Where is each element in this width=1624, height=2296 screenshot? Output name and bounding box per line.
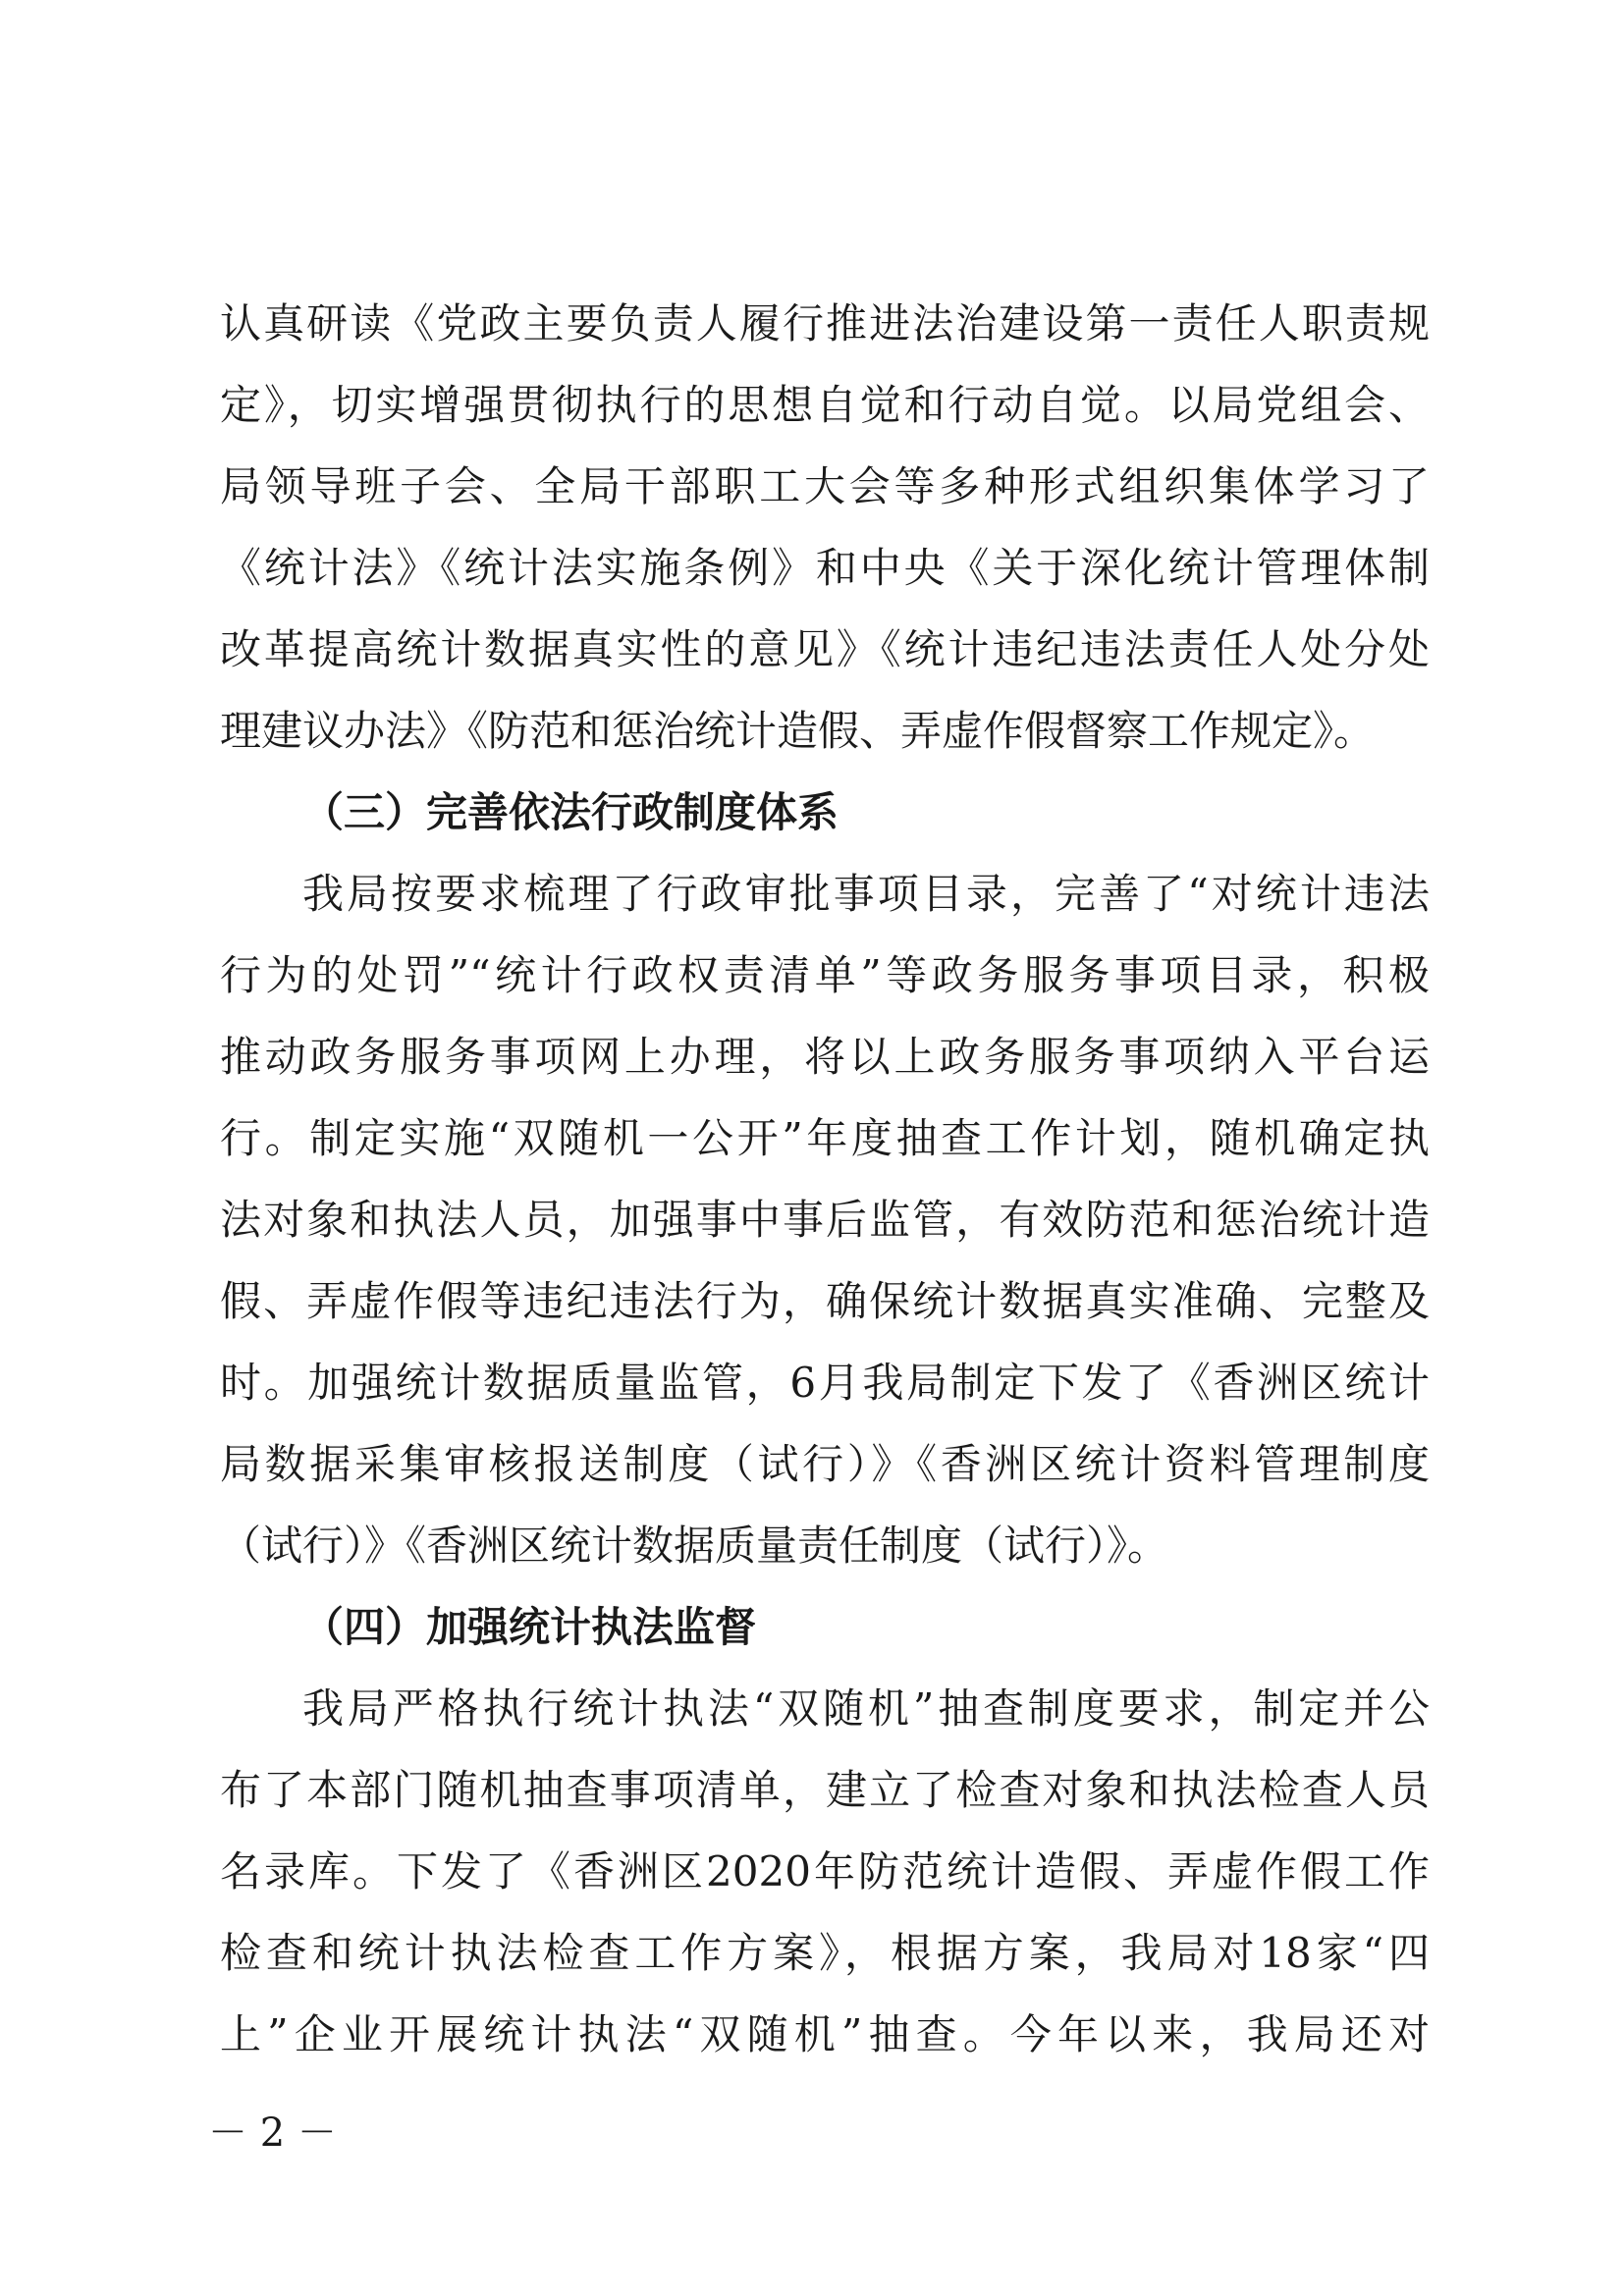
body-text-line: 布了本部门随机抽查事项清单，建立了检查对象和执法检查人员	[220, 1766, 1430, 1814]
body-text-line: （试行）》《香洲区统计数据质量责任制度（试行）》。	[220, 1522, 1169, 1570]
section-heading: （四）加强统计执法监督	[302, 1603, 757, 1651]
body-text-line: 检查和统计执法检查工作方案》，根据方案，我局对18家“四	[220, 1929, 1430, 1977]
body-text-line: 认真研读《党政主要负责人履行推进法治建设第一责任人职责规	[220, 299, 1430, 347]
section-heading: （三）完善依法行政制度体系	[302, 788, 839, 836]
body-text-line: 法对象和执法人员，加强事中事后监管，有效防范和惩治统计造	[220, 1196, 1430, 1244]
body-text-line: 局领导班子会、全局干部职工大会等多种形式组织集体学习了	[220, 462, 1430, 510]
body-text-line: 改革提高统计数据真实性的意见》《统计违纪违法责任人处分处	[220, 625, 1430, 673]
body-text-line: 局数据采集审核报送制度（试行）》《香洲区统计资料管理制度	[220, 1440, 1430, 1488]
body-text-line: 理建议办法》《防范和惩治统计造假、弄虚作假督察工作规定》。	[220, 707, 1376, 755]
body-text-line: 我局按要求梳理了行政审批事项目录，完善了“对统计违法	[302, 870, 1430, 918]
body-text-line: 定》，切实增强贯彻执行的思想自觉和行动自觉。以局党组会、	[220, 381, 1430, 429]
body-text-line: 时。加强统计数据质量监管，6月我局制定下发了《香洲区统计	[220, 1359, 1430, 1407]
page-number: － 2 －	[208, 2110, 337, 2156]
body-text-line: 行为的处罚”“统计行政权责清单”等政务服务事项目录，积极	[220, 951, 1430, 999]
body-text-line: 推动政务服务事项网上办理，将以上政务服务事项纳入平台运	[220, 1033, 1430, 1081]
body-text-line: 行。制定实施“双随机一公开”年度抽查工作计划，随机确定执	[220, 1114, 1430, 1162]
body-text-line: 《统计法》《统计法实施条例》和中央《关于深化统计管理体制	[220, 544, 1430, 592]
body-text-line: 我局严格执行统计执法“双随机”抽查制度要求，制定并公	[302, 1684, 1430, 1733]
body-text-line: 上”企业开展统计执法“双随机”抽查。今年以来，我局还对	[220, 2010, 1430, 2058]
body-text-line: 名录库。下发了《香洲区2020年防范统计造假、弄虚作假工作	[220, 1847, 1430, 1896]
body-text-line: 假、弄虚作假等违纪违法行为，确保统计数据真实准确、完整及	[220, 1277, 1430, 1325]
